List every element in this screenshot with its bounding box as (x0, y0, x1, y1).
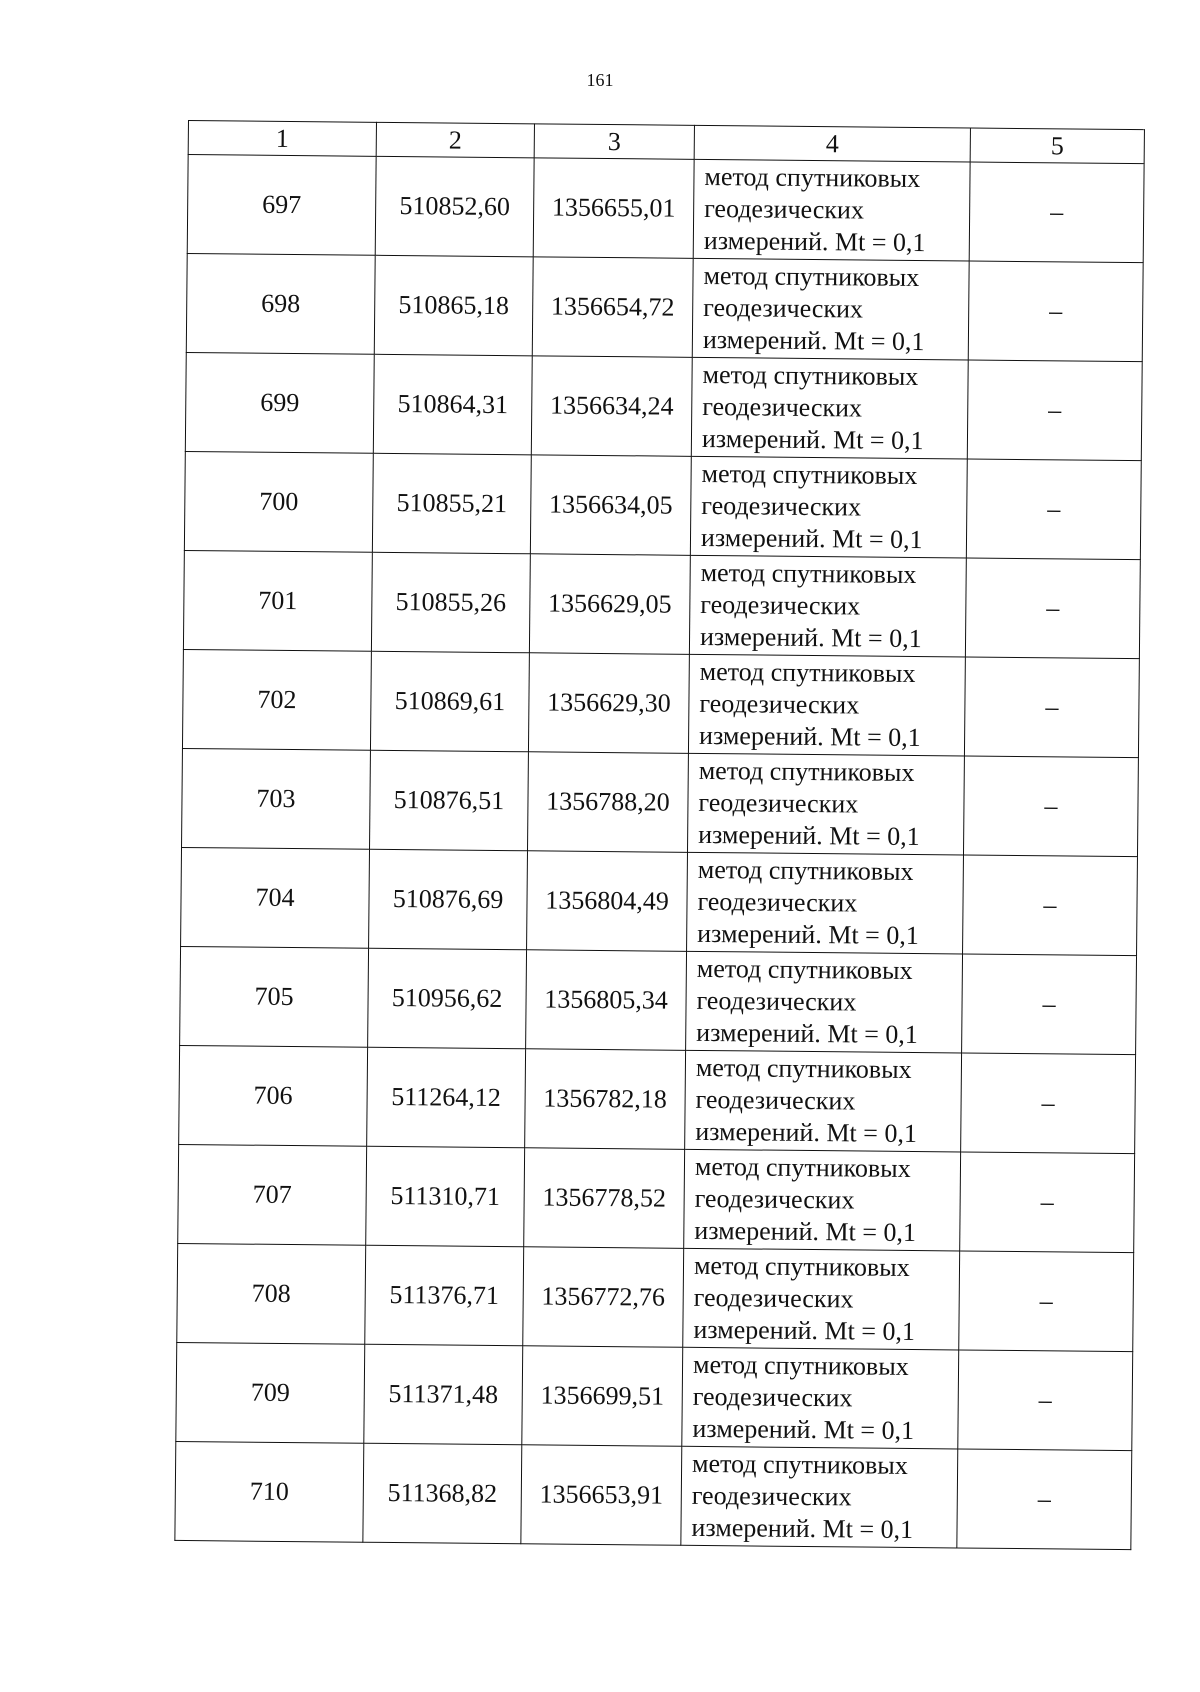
method-text-line: геодезических (692, 1381, 853, 1413)
y-coordinate-cell: 1356634,24 (531, 356, 692, 457)
method-cell (690, 456, 967, 558)
note-cell: – (957, 1449, 1132, 1550)
note-cell: – (959, 1251, 1134, 1352)
method-text-line: метод спутниковых (693, 1250, 910, 1282)
method-cell (693, 159, 970, 261)
x-coordinate-cell: 511310,71 (366, 1146, 525, 1247)
method-text-line: метод спутниковых (697, 854, 914, 886)
note-cell: – (960, 1152, 1135, 1253)
note-cell: – (963, 756, 1138, 857)
note-cell: – (958, 1350, 1133, 1451)
page-number: 161 (586, 70, 614, 90)
x-coordinate-cell: 511371,48 (364, 1344, 523, 1445)
method-text-line: измерений. Mt = 0,1 (697, 918, 919, 951)
point-number-cell: 702 (182, 649, 371, 750)
method-text-line: геодезических (703, 292, 864, 324)
coordinates-table (174, 120, 1145, 1550)
method-text-line: измерений. Mt = 0,1 (696, 1017, 919, 1050)
note-cell: – (966, 459, 1141, 560)
y-coordinate-cell: 1356772,76 (523, 1247, 684, 1348)
table-row (175, 1441, 1132, 1549)
column-header-1: 1 (188, 121, 376, 157)
x-coordinate-cell: 511376,71 (365, 1245, 524, 1346)
note-cell: – (961, 1053, 1136, 1154)
method-text-line: метод спутниковых (699, 656, 916, 689)
x-coordinate-cell: 511264,12 (367, 1047, 526, 1148)
method-text-line: измерений. Mt = 0,1 (692, 1413, 915, 1446)
method-text-line: геодезических (695, 1084, 856, 1116)
note-cell: – (963, 855, 1138, 956)
note-cell: – (962, 954, 1137, 1055)
method-cell (682, 1347, 959, 1449)
x-coordinate-cell: 510956,62 (368, 948, 527, 1049)
method-cell (687, 852, 964, 954)
point-number-cell: 699 (185, 352, 374, 453)
method-cell (683, 1248, 960, 1350)
y-coordinate-cell: 1356629,05 (529, 554, 690, 655)
method-text-line: метод спутниковых (691, 1448, 908, 1480)
method-text-line: геодезических (700, 589, 861, 621)
method-text-line: измерений. Mt = 0,1 (702, 324, 925, 357)
table-row (183, 550, 1140, 658)
method-text-line: измерений. Mt = 0,1 (698, 819, 920, 852)
point-number-cell: 709 (176, 1342, 365, 1443)
y-coordinate-cell: 1356654,72 (532, 257, 693, 358)
x-coordinate-cell: 510865,18 (374, 255, 533, 356)
method-text-line: геодезических (694, 1183, 855, 1215)
method-text-line: метод спутниковых (702, 359, 919, 392)
point-number-cell: 700 (184, 451, 373, 552)
table-row (180, 946, 1137, 1054)
y-coordinate-cell: 1356634,05 (530, 455, 691, 556)
method-text-line: геодезических (702, 391, 863, 423)
y-coordinate-cell: 1356629,30 (528, 653, 689, 754)
method-text-line: геодезических (697, 886, 858, 918)
method-text-line: метод спутниковых (698, 755, 915, 788)
method-text-line: измерений. Mt = 0,1 (691, 1512, 914, 1545)
table-row (182, 649, 1139, 757)
method-text-line: метод спутниковых (703, 260, 920, 293)
method-cell (691, 357, 968, 459)
point-number-cell: 710 (175, 1441, 364, 1542)
point-number-cell: 697 (187, 155, 376, 256)
point-number-cell: 707 (178, 1144, 367, 1245)
table-row (181, 847, 1138, 955)
table-row (185, 352, 1142, 460)
point-number-cell: 703 (182, 748, 371, 849)
table-row (179, 1045, 1136, 1153)
table-row (177, 1243, 1134, 1351)
method-text-line: метод спутниковых (695, 1052, 912, 1084)
method-text-line: измерений. Mt = 0,1 (694, 1215, 917, 1248)
y-coordinate-cell: 1356653,91 (521, 1445, 682, 1546)
point-number-cell: 704 (181, 847, 370, 948)
x-coordinate-cell: 510869,61 (370, 651, 529, 752)
point-number-cell: 705 (180, 946, 369, 1047)
table-body (175, 155, 1144, 1550)
point-number-cell: 706 (179, 1045, 368, 1146)
method-text-line: геодезических (699, 688, 860, 720)
table-row (184, 451, 1141, 559)
x-coordinate-cell: 510855,21 (372, 453, 531, 554)
note-cell: – (964, 657, 1139, 758)
method-text-line: измерений. Mt = 0,1 (695, 1116, 918, 1149)
column-header-3: 3 (534, 124, 694, 160)
column-header-5: 5 (970, 128, 1144, 164)
method-cell (692, 258, 969, 360)
table-row (187, 155, 1144, 263)
point-number-cell: 708 (177, 1243, 366, 1344)
method-text-line: измерений. Mt = 0,1 (701, 423, 924, 456)
method-text-line: метод спутниковых (701, 458, 918, 491)
method-text-line: геодезических (693, 1282, 854, 1314)
method-text-line: измерений. Mt = 0,1 (693, 1314, 916, 1347)
method-text-line: измерений. Mt = 0,1 (700, 522, 923, 555)
note-cell: – (967, 360, 1142, 461)
note-cell: – (965, 558, 1140, 659)
note-cell: – (969, 162, 1144, 263)
x-coordinate-cell: 511368,82 (363, 1443, 522, 1544)
point-number-cell: 698 (186, 253, 375, 354)
y-coordinate-cell: 1356778,52 (524, 1148, 685, 1249)
method-text-line: метод спутниковых (694, 1151, 911, 1183)
y-coordinate-cell: 1356804,49 (527, 851, 688, 952)
method-cell (686, 951, 963, 1053)
method-text-line: метод спутниковых (692, 1349, 909, 1381)
method-text-line: метод спутниковых (700, 557, 917, 590)
note-cell: – (968, 261, 1143, 362)
table-row (186, 253, 1143, 361)
column-header-2: 2 (376, 122, 534, 158)
method-text-line: метод спутниковых (704, 161, 921, 194)
method-cell (688, 654, 965, 756)
x-coordinate-cell: 510876,51 (370, 750, 529, 851)
method-text-line: геодезических (691, 1480, 852, 1512)
method-cell (685, 1050, 962, 1152)
method-cell (687, 753, 964, 855)
method-text-line: измерений. Mt = 0,1 (699, 621, 922, 654)
method-text-line: геодезических (696, 985, 857, 1017)
method-cell (681, 1446, 958, 1548)
x-coordinate-cell: 510876,69 (369, 849, 528, 950)
y-coordinate-cell: 1356655,01 (533, 158, 694, 259)
method-text-line: геодезических (704, 193, 865, 225)
table-row (182, 748, 1139, 856)
y-coordinate-cell: 1356788,20 (528, 752, 689, 853)
method-cell (684, 1149, 961, 1251)
method-text-line: измерений. Mt = 0,1 (703, 225, 926, 258)
method-text-line: геодезических (698, 787, 859, 819)
method-cell (689, 555, 966, 657)
x-coordinate-cell: 510855,26 (371, 552, 530, 653)
method-text-line: геодезических (701, 490, 862, 522)
point-number-cell: 701 (183, 550, 372, 651)
x-coordinate-cell: 510864,31 (373, 354, 532, 455)
x-coordinate-cell: 510852,60 (375, 156, 534, 257)
method-text-line: метод спутниковых (696, 953, 913, 985)
column-header-4: 4 (694, 125, 970, 162)
table-row (178, 1144, 1135, 1252)
y-coordinate-cell: 1356782,18 (525, 1049, 686, 1150)
table-row (176, 1342, 1133, 1450)
method-text-line: измерений. Mt = 0,1 (698, 720, 921, 753)
y-coordinate-cell: 1356699,51 (522, 1346, 683, 1447)
y-coordinate-cell: 1356805,34 (526, 950, 687, 1051)
